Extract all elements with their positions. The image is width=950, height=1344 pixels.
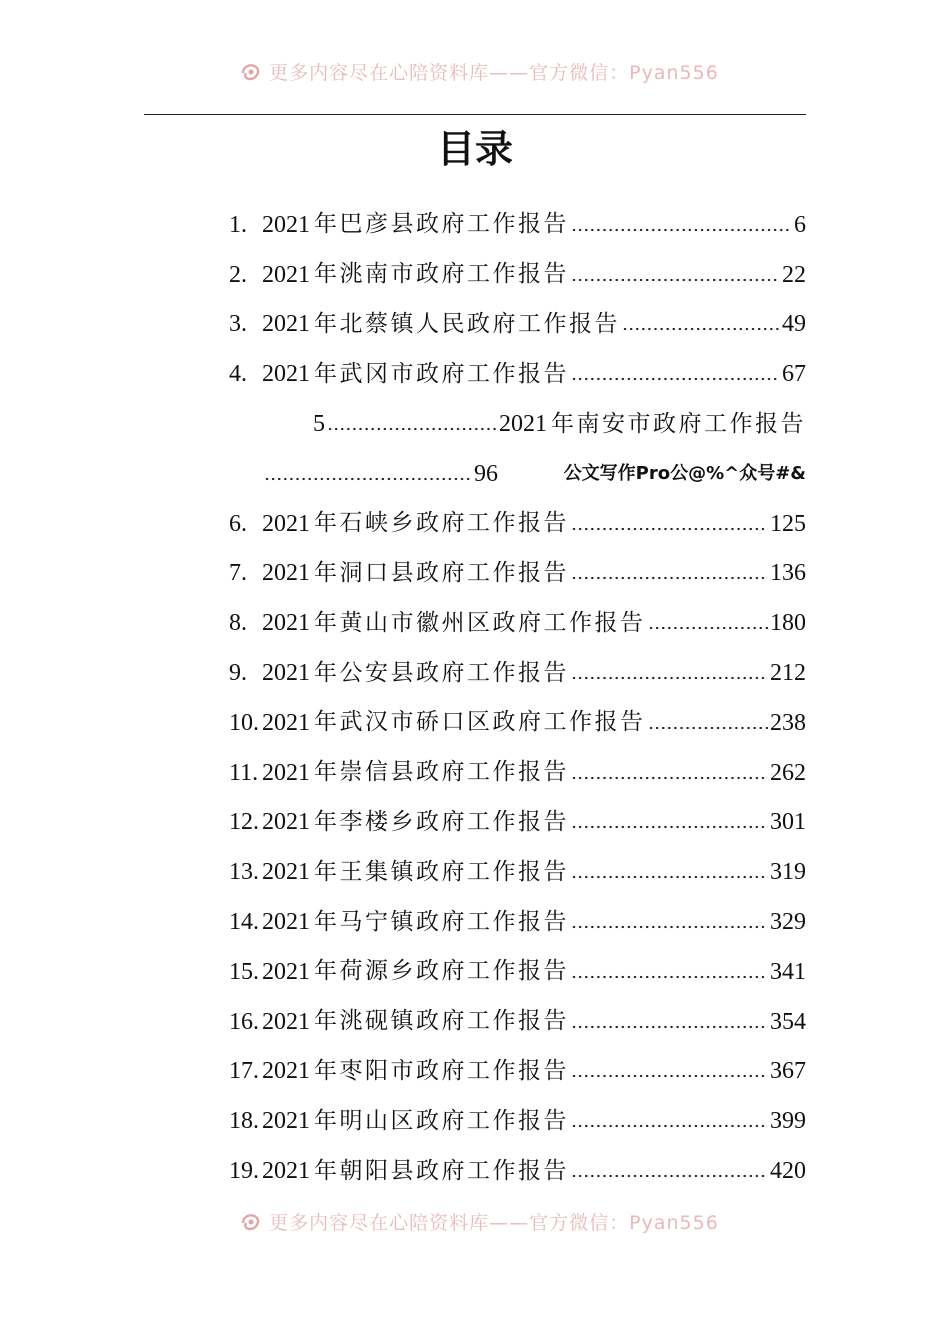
toc-entry-number: 6. [229, 510, 247, 537]
toc-entry-year: 2021 [262, 560, 310, 587]
toc-entry-number: 1. [229, 211, 247, 238]
toc-entry-year: 2021 [262, 261, 310, 288]
toc-entry-title: 年崇信县政府工作报告 [314, 759, 569, 786]
toc-entry[interactable] [229, 698, 806, 748]
toc-entry-number: 19. [229, 1158, 259, 1185]
toc-entry-number: 12. [229, 809, 259, 836]
toc-entry-page: 354 [770, 1008, 806, 1035]
watermark-text: 更多内容尽在心陪资料库——官方微信：Pyan556 [269, 61, 719, 84]
toc-entry[interactable] [229, 200, 806, 250]
toc-entry[interactable] [229, 748, 806, 798]
toc-entry-year: 2021 [262, 759, 310, 786]
toc-leader-dots [571, 675, 768, 681]
toc-entry-title: 年武汉市硚口区政府工作报告 [314, 709, 646, 736]
toc-leader-dots [571, 526, 768, 532]
header-divider [144, 114, 806, 115]
toc-entry-page: 49 [782, 311, 806, 338]
toc-entry-page: 96 [474, 460, 498, 487]
toc-leader-dots [264, 476, 472, 482]
toc-entry-year: 2021 [262, 660, 310, 687]
toc-entry-title: 年北蔡镇人民政府工作报告 [314, 310, 620, 337]
toc-leader-dots [571, 376, 780, 382]
toc-leader-dots [648, 625, 769, 631]
toc-entry-continuation[interactable] [229, 449, 806, 499]
toc-entry-title: 年巴彦县政府工作报告 [314, 211, 569, 238]
toc-leader-dots [571, 775, 768, 781]
toc-entry[interactable] [229, 499, 806, 549]
toc-entry[interactable] [229, 947, 806, 997]
toc-entry-title: 年公安县政府工作报告 [314, 659, 569, 686]
toc-leader-dots [571, 227, 792, 233]
toc-entry-number: 7. [229, 560, 247, 587]
toc-entry-number: 11. [229, 759, 259, 786]
toc-entry-page: 329 [770, 909, 806, 936]
toc-entry-page: 341 [770, 958, 806, 985]
toc-entry-number: 10. [229, 709, 259, 736]
toc-entry[interactable] [229, 847, 806, 897]
toc-leader-dots [571, 1073, 768, 1079]
toc-entry[interactable] [229, 1146, 806, 1196]
toc-entry-number: 15. [229, 958, 259, 985]
toc-entry-title: 年石峡乡政府工作报告 [314, 510, 569, 537]
toc-entry-year: 2021 [262, 909, 310, 936]
toc-leader-dots [327, 426, 497, 432]
toc-entry-number: 18. [229, 1108, 259, 1135]
toc-entry-page: 212 [770, 660, 806, 687]
toc-leader-dots [571, 1024, 768, 1030]
toc-entry[interactable] [229, 997, 806, 1047]
toc-leader-dots [571, 1173, 768, 1179]
toc-entry-page: 367 [770, 1058, 806, 1085]
toc-entry[interactable] [229, 798, 806, 848]
toc-entry-title: 年武冈市政府工作报告 [314, 360, 569, 387]
toc-entry-page: 136 [770, 560, 806, 587]
toc-leader-dots [571, 1123, 768, 1129]
toc-entry[interactable] [229, 250, 806, 300]
toc-entry-title: 年洮南市政府工作报告 [314, 261, 569, 288]
toc-entry-title: 年马宁镇政府工作报告 [314, 908, 569, 935]
toc-entry[interactable] [229, 897, 806, 947]
toc-leader-dots [571, 924, 768, 930]
toc-entry-year: 2021 [262, 1158, 310, 1185]
toc-entry-title: 年李楼乡政府工作报告 [314, 808, 569, 835]
toc-entry[interactable] [229, 1047, 806, 1097]
toc-leader-dots [622, 326, 780, 332]
toc-entry-page: 319 [770, 859, 806, 886]
toc-leader-dots [571, 277, 780, 283]
toc-entry-number: 14. [229, 909, 259, 936]
toc-entry-page: 67 [782, 361, 806, 388]
toc-entry-page: 262 [770, 759, 806, 786]
toc-leader-dots [571, 824, 768, 830]
toc-entry[interactable] [229, 648, 806, 698]
toc-entry-page: 180 [770, 610, 806, 637]
toc-entry-page: 6 [794, 211, 806, 238]
toc-entry[interactable] [229, 549, 806, 599]
toc-entry-year: 2021 [262, 709, 310, 736]
toc-entry-number: 9. [229, 660, 247, 687]
toc-entry-title: 年荷源乡政府工作报告 [314, 958, 569, 985]
toc-entry-page: 238 [770, 709, 806, 736]
toc-entry-title: 年南安市政府工作报告 [551, 410, 806, 437]
toc-entry-number: 3. [229, 311, 247, 338]
toc-entry[interactable] [229, 349, 806, 399]
watermark-header [4, 56, 950, 86]
table-of-contents [229, 200, 806, 1196]
toc-entry-title: 年洮砚镇政府工作报告 [314, 1008, 569, 1035]
toc-entry-number: 16. [229, 1008, 259, 1035]
toc-entry-number: 13. [229, 859, 259, 886]
toc-entry-year: 2021 [262, 311, 310, 338]
toc-entry-page: 22 [782, 261, 806, 288]
toc-entry-page: 399 [770, 1108, 806, 1135]
toc-entry-title: 年黄山市徽州区政府工作报告 [314, 609, 646, 636]
page-title: 目录 [436, 127, 513, 171]
toc-entry-year: 2021 [262, 510, 310, 537]
toc-entry-page: 420 [770, 1158, 806, 1185]
watermark-text: 更多内容尽在心陪资料库——官方微信：Pyan556 [269, 1211, 719, 1234]
toc-entry-page: 301 [770, 809, 806, 836]
watermark-logo-icon [239, 1209, 263, 1233]
toc-entry-title: 年朝阳县政府工作报告 [314, 1157, 569, 1184]
toc-entry-title: 年洞口县政府工作报告 [314, 559, 569, 586]
toc-entry-year: 2021 [262, 211, 310, 238]
toc-leader-dots [571, 974, 768, 980]
toc-entry-year: 2021 [262, 958, 310, 985]
toc-leader-dots [648, 725, 769, 731]
toc-entry[interactable] [229, 1096, 806, 1146]
toc-entry-year: 2021 [499, 411, 547, 438]
toc-entry-year: 2021 [262, 1108, 310, 1135]
toc-entry-year: 2021 [262, 1008, 310, 1035]
toc-entry-year: 2021 [262, 361, 310, 388]
toc-entry[interactable] [229, 598, 806, 648]
toc-entry[interactable] [229, 399, 806, 449]
stamp-text: 公文写作Pro公@%^众号#& [563, 462, 806, 484]
toc-entry-title: 年明山区政府工作报告 [314, 1107, 569, 1134]
toc-entry[interactable] [229, 300, 806, 350]
toc-entry-number: 4. [229, 361, 247, 388]
toc-entry-number: 5 [313, 411, 325, 438]
toc-entry-year: 2021 [262, 859, 310, 886]
toc-entry-number: 17. [229, 1058, 259, 1085]
toc-leader-dots [571, 575, 768, 581]
watermark-logo-icon [239, 59, 263, 83]
toc-entry-year: 2021 [262, 1058, 310, 1085]
toc-leader-dots [571, 874, 768, 880]
toc-entry-title: 年王集镇政府工作报告 [314, 858, 569, 885]
toc-entry-number: 2. [229, 261, 247, 288]
toc-entry-page: 125 [770, 510, 806, 537]
toc-entry-year: 2021 [262, 809, 310, 836]
toc-entry-year: 2021 [262, 610, 310, 637]
watermark-footer [4, 1206, 950, 1236]
toc-entry-number: 8. [229, 610, 247, 637]
toc-entry-title: 年枣阳市政府工作报告 [314, 1057, 569, 1084]
